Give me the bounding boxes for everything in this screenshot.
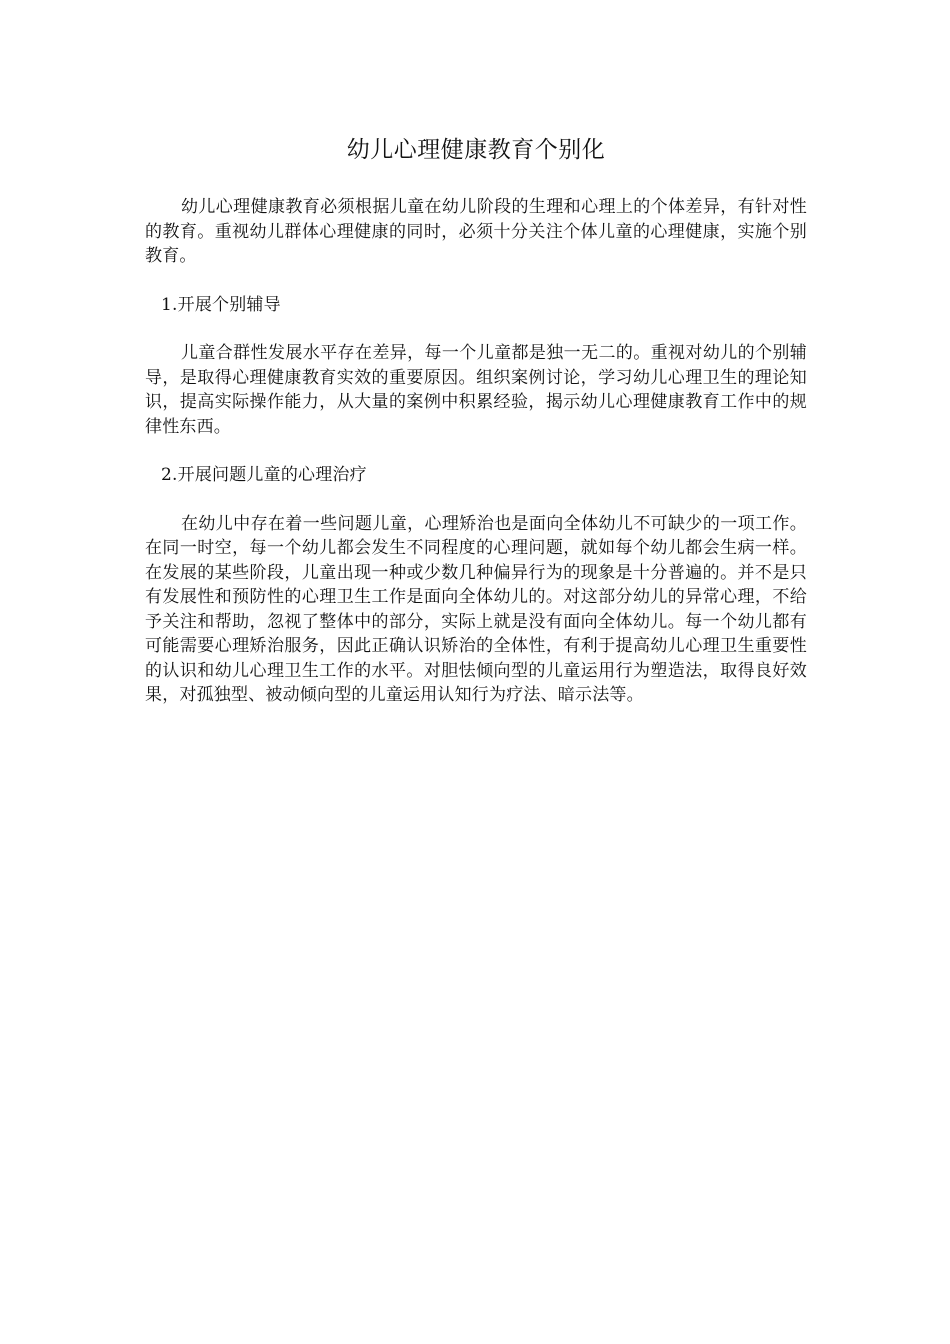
document-title: 幼儿心理健康教育个别化 (346, 137, 606, 163)
document-content (145, 132, 807, 732)
intro-paragraph: 幼儿心理健康教育必须根据儿童在幼儿阶段的生理和心理上的个体差异，有针对性的教育。重视幼儿群体心理健康的同时，必须十分关注个体儿童的心理健康，实施个别教育。 (145, 197, 807, 266)
section-heading-problem-children-therapy: 2.开展问题儿童的心理治疗 (161, 465, 367, 485)
section-paragraph-individual-guidance: 儿童合群性发展水平存在差异，每一个儿童都是独一无二的。重视对幼儿的个别辅导，是取得心理健康教育实效的重要原因。组织案例讨论，学习幼儿心理卫生的理论知识，提高实际操作能力，从大量的案例中积累经验，揭示幼儿心理健康教育工作中的规律性东西。 (145, 343, 807, 437)
section-paragraph-problem-children-therapy: 在幼儿中存在着一些问题儿童，心理矫治也是面向全体幼儿不可缺少的一项工作。在同一时空，每一个幼儿都会发生不同程度的心理问题，就如每个幼儿都会生病一样。在发展的某些阶段，儿童出现一种或少数几种偏异行为的现象是十分普遍的。并不是只有发展性和预防性的心理卫生工作是面向全体幼儿的。对这部分幼儿的异常心理，不给予关注和帮助，忽视了整体中的部分，实际上就是没有面向全体幼儿。每一个幼儿都有可能需要心理矫治服务，因此正确认识矫治的全体性，有利于提高幼儿心理卫生重要性的认识和幼儿心理卫生工作的水平。对胆怯倾向型的儿童运用行为塑造法，取得良好效果，对孤独型、被动倾向型的儿童运用认知行为疗法、暗示法等。 (145, 513, 807, 705)
section-heading-individual-guidance: 1.开展个别辅导 (161, 294, 281, 315)
